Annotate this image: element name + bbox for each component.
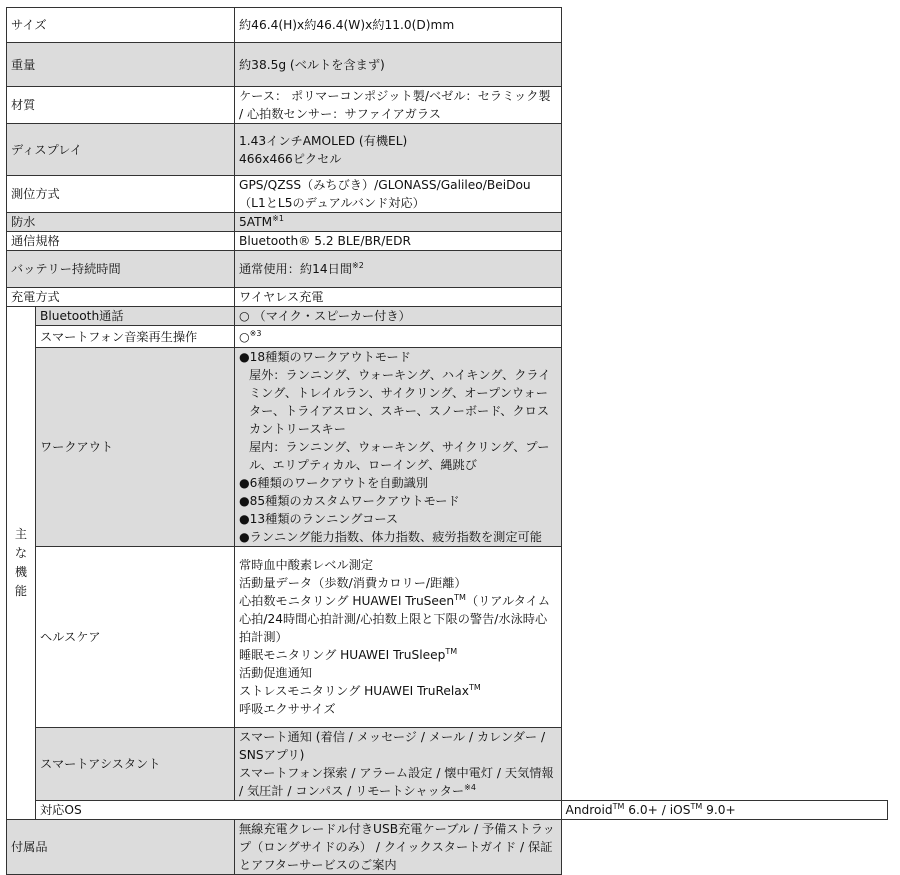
compat-text: Android [565, 803, 613, 817]
label-water: 防水 [7, 213, 235, 232]
health-text: （リアルタイム心拍/24時間心拍計測/心拍数上限と下限の警告/水泳時心拍計測） [239, 594, 551, 644]
display-size: 1.43インチAMOLED (有機EL) [239, 133, 408, 148]
value-battery [235, 251, 562, 288]
row-positioning [7, 176, 888, 213]
water-note: ※1 [272, 213, 284, 223]
value-bt-call: ○ （マイク・スピーカー付き） [235, 307, 562, 326]
workout-line: ●85種類のカスタムワークアウトモード [239, 494, 460, 508]
compat-text: 9.0+ [702, 803, 736, 817]
label-assistant: スマートアシスタント [36, 728, 235, 801]
group-main-functions: 主な機能 [7, 307, 36, 820]
row-workout [7, 348, 888, 547]
label-music: スマートフォン音楽再生操作 [36, 326, 235, 348]
assistant-note: ※4 [464, 782, 476, 792]
water-rating: 5ATM [239, 215, 273, 229]
music-mark: ○ [239, 329, 250, 344]
label-health: ヘルスケア [36, 547, 235, 728]
assistant-line [239, 764, 557, 800]
value-assistant [235, 728, 562, 801]
value-display [235, 124, 562, 176]
health-line [239, 646, 557, 664]
trademark-mark: TM [454, 592, 466, 602]
value-size: 約46.4(H)x約46.4(W)x約11.0(D)mm [235, 8, 562, 43]
workout-line: ●18種類のワークアウトモード [239, 350, 411, 364]
label-charging: 充電方式 [7, 288, 235, 307]
label-battery: バッテリー持続時間 [7, 251, 235, 288]
music-note: ※3 [249, 328, 262, 338]
assistant-line: スマート通知 (着信 / メッセージ / メール / カレンダー / SNSアプリ) [239, 730, 546, 762]
row-music [7, 326, 888, 348]
spec-table [6, 7, 888, 875]
value-charging: ワイヤレス充電 [235, 288, 562, 307]
row-size [7, 8, 888, 43]
label-comm: 通信規格 [7, 232, 235, 251]
row-material [7, 87, 888, 124]
value-positioning: GPS/QZSS（みちびき）/GLONASS/Galileo/BeiDou（L1とL5のデュアルバンド対応） [235, 176, 562, 213]
value-health [235, 547, 562, 728]
label-weight: 重量 [7, 43, 235, 87]
health-text: ストレスモニタリング HUAWEI TruRelax [239, 684, 469, 698]
health-line: 常時血中酸素レベル測定 [239, 558, 374, 572]
health-line: 活動促進通知 [239, 666, 313, 680]
display-resolution: 466x466ピクセル [239, 151, 342, 166]
health-line: 呼吸エクササイズ [239, 702, 336, 716]
workout-line: ●6種類のワークアウトを自動識別 [239, 476, 429, 490]
value-weight: 約38.5g (ベルトを含まず) [235, 43, 562, 87]
value-accessories: 無線充電クレードル付きUSB充電ケーブル / 予備ストラップ（ロングサイドのみ） / クイックスタートガイド / 保証とアフターサービスのご案内 [235, 820, 562, 875]
health-line [239, 682, 557, 700]
value-material: ケース： ポリマーコンポジット製/ベゼル：セラミック製 / 心拍数センサー：サファイアガラス [235, 87, 562, 124]
health-line [239, 592, 557, 646]
row-accessories [7, 820, 888, 875]
label-display: ディスプレイ [7, 124, 235, 176]
value-workout [235, 348, 562, 547]
trademark-mark: TM [612, 801, 625, 811]
health-text: 睡眠モニタリング HUAWEI TruSleep [239, 648, 446, 662]
assistant-text: スマートフォン探索 / アラーム設定 / 懐中電灯 / 天気情報 / 気圧計 / コンパス / リモートシャッター [239, 766, 554, 798]
health-line: 活動量データ（歩数/消費カロリー/距離） [239, 576, 467, 590]
label-material: 材質 [7, 87, 235, 124]
row-compat [7, 801, 888, 820]
battery-life: 通常使用：約14日間 [239, 262, 353, 276]
value-music [235, 326, 562, 348]
workout-line: ●13種類のランニングコース [239, 512, 399, 526]
row-bt-call [7, 307, 888, 326]
row-display [7, 124, 888, 176]
health-text: 心拍数モニタリング HUAWEI TruSeen [239, 594, 455, 608]
row-assistant [7, 728, 888, 801]
value-compat [561, 801, 888, 820]
battery-note: ※2 [352, 260, 364, 270]
label-compat: 対応OS [36, 801, 562, 820]
trademark-mark: TM [445, 646, 458, 656]
row-water [7, 213, 888, 232]
workout-line: 屋内：ランニング、ウォーキング、サイクリング、プール、エリプティカル、ローイング、縄跳び [249, 440, 550, 472]
label-bt-call: Bluetooth通話 [36, 307, 235, 326]
workout-line: ●ランニング能力指数、体力指数、疲労指数を測定可能 [239, 530, 542, 544]
row-health [7, 547, 888, 728]
row-battery [7, 251, 888, 288]
label-workout: ワークアウト [36, 348, 235, 547]
value-comm: Bluetooth® 5.2 BLE/BR/EDR [235, 232, 562, 251]
trademark-mark: TM [469, 682, 481, 692]
compat-text: 6.0+ / iOS [624, 803, 691, 817]
row-charging [7, 288, 888, 307]
label-accessories: 付属品 [7, 820, 235, 875]
trademark-mark: TM [690, 801, 703, 811]
workout-line: 屋外：ランニング、ウォーキング、ハイキング、クライミング、トレイルラン、サイクリング、オープンウォーター、トライアスロン、スキー、スノーボード、クロスカントリースキー [249, 368, 551, 436]
label-size: サイズ [7, 8, 235, 43]
row-comm [7, 232, 888, 251]
value-water [235, 213, 562, 232]
row-weight [7, 43, 888, 87]
label-positioning: 測位方式 [7, 176, 235, 213]
